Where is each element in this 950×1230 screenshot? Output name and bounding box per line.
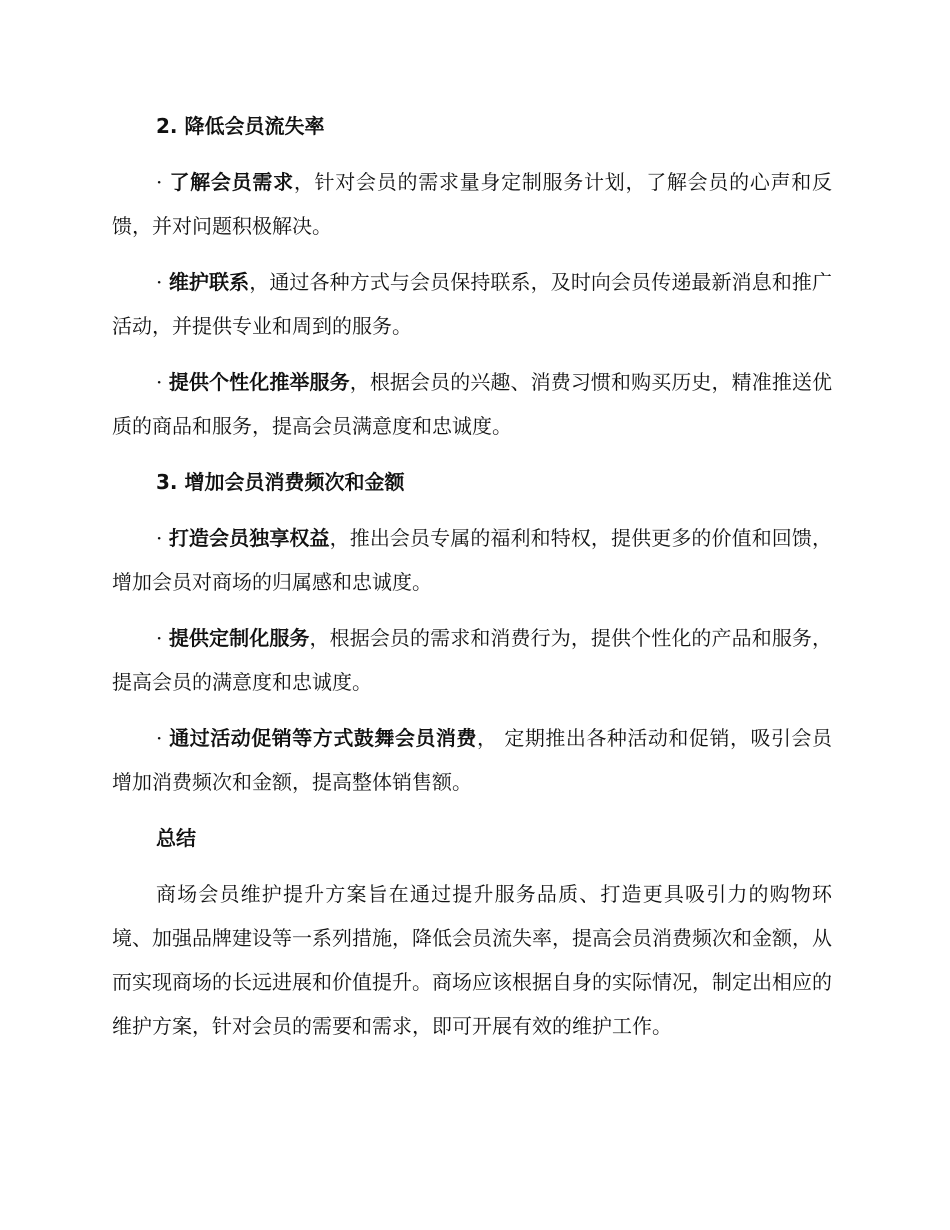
document-body (112, 104, 832, 1060)
bullet-lead: 打造会员独享权益 (168, 526, 330, 550)
summary-heading: 总结 (156, 826, 196, 850)
bullet-marker: · (156, 370, 169, 394)
bullet-text: ，针对会员的需求量身定制服务计划，了解会员的心声和反馈，并对问题积极解决。 (112, 170, 833, 238)
bullet-text: ，根据会员的兴趣、消费习惯和购买历史，精准推送优质的商品和服务，提高会员满意度和忠诚度。 (112, 370, 833, 438)
bullet-marker: · (156, 270, 169, 294)
bullet-text: ，通过各种方式与会员保持联系，及时向会员传递最新消息和推广活动，并提供专业和周到的服务。 (112, 270, 833, 338)
bullet-marker: · (156, 170, 170, 194)
bullet-text: ，根据会员的需求和消费行为，提供个性化的产品和服务，提高会员的满意度和忠诚度。 (112, 626, 833, 694)
bullet-marker: · (156, 526, 169, 550)
section-heading-increase-spending: 3. 增加会员消费频次和金额 (156, 470, 405, 494)
bullet-lead: 维护联系 (168, 270, 250, 294)
bullet-paragraph (112, 260, 832, 348)
section-heading-reduce-churn: 2. 降低会员流失率 (156, 114, 325, 138)
bullet-paragraph (112, 160, 832, 248)
bullet-lead: 了解会员需求 (169, 170, 294, 194)
bullet-text: ，推出会员专属的福利和特权，提供更多的价值和回馈，增加会员对商场的归属感和忠诚度。 (112, 526, 833, 594)
bullet-paragraph (112, 360, 832, 448)
bullet-marker: · (156, 626, 169, 650)
bullet-lead: 通过活动促销等方式鼓舞会员消费 (169, 726, 477, 750)
bullet-text: ， 定期推出各种活动和促销，吸引会员增加消费频次和金额，提高整体销售额。 (112, 726, 833, 794)
bullet-paragraph (112, 716, 832, 804)
bullet-paragraph (112, 516, 832, 604)
bullet-paragraph (112, 616, 832, 704)
bullet-marker: · (156, 726, 170, 750)
bullet-lead: 提供定制化服务 (168, 626, 310, 650)
bullet-lead: 提供个性化推举服务 (168, 370, 350, 394)
summary-paragraph: 商场会员维护提升方案旨在通过提升服务品质、打造更具吸引力的购物环境、加强品牌建设等一系列措施，降低会员流失率，提高会员消费频次和金额，从而实现商场的长远进展和价值提升。商场应该根据自身的实际情况，制定出相应的维护方案，针对会员的需要和需求，即可开展有效的维护工作。 (112, 882, 832, 1038)
